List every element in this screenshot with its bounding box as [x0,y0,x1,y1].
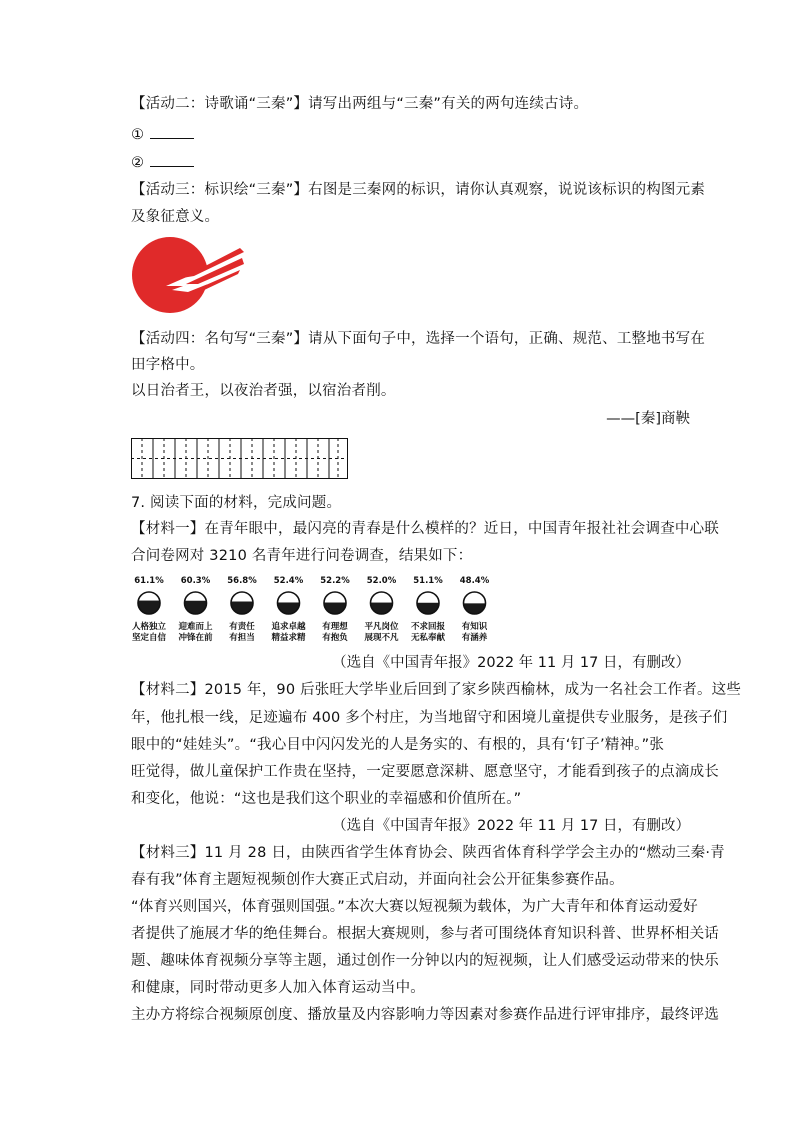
chart-fill-bar [371,603,393,614]
m3-line6: 和健康，同时带动更多人加入体育运动当中。 [131,980,425,996]
m3-line2: 春有我”体育主题短视频创作大赛正式启动，并面向社会公开征集参赛作品。 [131,872,624,888]
chart-category-label-1: 有理想 [322,622,348,632]
blank-line-2[interactable] [150,152,194,167]
chart-value-label: 56.8% [227,576,257,586]
m2-line5: 和变化，他说：“这也是我们这个职业的幸福感和价值所在。” [131,791,522,807]
activity3-line1: 【活动三：标识绘“三秦”】右图是三秦网的标识，请你认真观察，说说该标识的构图元素 [131,182,706,198]
m1-line2: 合问卷网对 3210 名青年进行问卷调查，结果如下： [131,548,473,564]
activity4-attribution: ——[秦]商鞅 [606,411,690,427]
chart-value-label: 61.1% [134,576,164,586]
chart-category-label-2: 冲锋在前 [178,633,213,643]
m3-line5: 题、趣味体育视频分享等主题，通过创作一分钟以内的短视频，让人们感受运动带来的快乐 [131,953,719,969]
chart-category-label-1: 迎难而上 [178,622,213,632]
tianzige-grid[interactable] [131,438,349,480]
m1-line1: 【材料一】在青年眼中，最闪亮的青春是什么模样的？近日，中国青年报社社会调查中心联 [131,521,719,537]
blank-marker-1: ① [131,127,145,143]
sanqin-logo [132,234,252,316]
chart-value-label: 48.4% [459,576,490,586]
answer-blank-1 [131,124,194,145]
chart-category-label-1: 不求回报 [410,622,446,632]
activity4-quote: 以日治者王，以夜治者强，以宿治者削。 [131,383,396,399]
activity3-line2: 及象征意义。 [131,209,220,225]
chart-value-label: 52.2% [320,576,350,586]
chart-value-label: 52.4% [273,576,304,586]
m2-line1: 【材料二】2015 年，90 后张旺大学毕业后回到了家乡陕西榆林，成为一名社会工作者。这些 [131,682,742,698]
chart-category-label-1: 平凡岗位 [364,622,399,632]
survey-chart [131,574,501,646]
chart-fill-bar [278,602,300,614]
chart-value-label: 51.1% [413,576,443,586]
chart-value-label: 52.0% [366,576,397,586]
m3-line7: 主办方将综合视频原创度、播放量及内容影响力等因素对参赛作品进行评审排序，最终评选 [131,1007,719,1023]
chart-value-label: 60.3% [180,576,211,586]
chart-category-label-2: 展现不凡 [364,633,399,643]
q7-header: 7. 阅读下面的材料，完成问题。 [131,495,342,511]
chart-category-label-1: 有知识 [461,622,488,632]
activity2-title: 【活动二：诗歌诵“三秦”】请写出两组与“三秦”有关的两句连续古诗。 [131,96,589,112]
m3-line3: “体育兴则国兴，体育强则国强。”本次大赛以短视频为载体，为广大青年和体育运动爱好 [131,899,698,915]
chart-category-label-2: 有担当 [229,633,255,643]
activity4-line2: 田字格中。 [131,357,205,373]
chart-fill-bar [324,603,346,614]
chart-category-label-2: 坚定自信 [131,633,167,643]
m3-line1: 【材料三】11 月 28 日，由陕西省学生体育协会、陕西省体育科学学会主办的“燃动三秦·青 [131,845,725,861]
chart-category-label-1: 有责任 [229,622,255,632]
chart-fill-bar [185,601,207,614]
m2-line2: 年，他扎根一线，足迹遍布 400 多个村庄，为当地留守和困境儿童提供专业服务，是孩子们 [131,710,728,726]
chart-category-label-1: 追求卓越 [271,622,306,632]
chart-fill-bar [138,601,160,614]
chart-fill-bar [417,603,439,614]
m2-line3: 眼中的“娃娃头”。“我心目中闪闪发光的人是务实的、有根的，具有‘钉子’精神。”张 [131,737,665,753]
chart-category-label-2: 有抱负 [322,633,348,643]
answer-blank-2 [131,152,194,173]
activity4-line1: 【活动四：名句写“三秦”】请从下面句子中，选择一个语句，正确、规范、工整地书写在 [131,331,706,347]
chart-fill-bar [231,602,253,614]
m1-source: （选自《中国青年报》2022 年 11 月 17 日，有删改） [332,655,690,671]
chart-category-label-1: 人格独立 [131,622,167,632]
blank-marker-2: ② [131,155,145,171]
chart-category-label-2: 无私奉献 [410,633,446,643]
m2-source: （选自《中国青年报》2022 年 11 月 17 日，有删改） [332,818,690,834]
chart-category-label-2: 精益求精 [271,633,306,643]
chart-fill-bar [464,603,486,614]
blank-line-1[interactable] [150,124,194,139]
chart-category-label-2: 有涵养 [461,633,488,643]
m3-line4: 者提供了施展才华的绝佳舞台。根据大赛规则，参与者可围绕体育知识科普、世界杯相关话 [131,926,719,942]
m2-line4: 旺觉得，做儿童保护工作贵在坚持，一定要愿意深耕、愿意坚守，才能看到孩子的点滴成长 [131,764,719,780]
